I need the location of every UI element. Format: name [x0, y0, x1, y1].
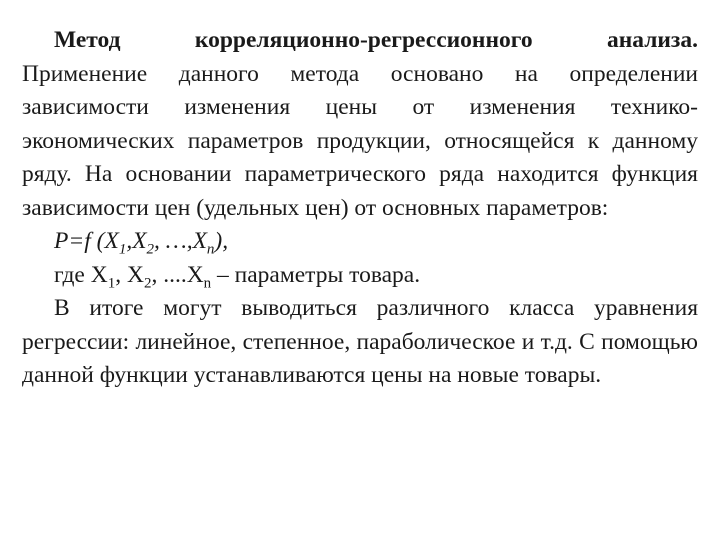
legend-part: где X: [54, 261, 108, 288]
formula-legend: [22, 259, 698, 293]
formula-subscript-n: n: [206, 241, 215, 258]
legend-subscript-n: n: [203, 275, 212, 292]
paragraph-regression-equations: [22, 292, 698, 393]
paragraph-method-description: [22, 24, 698, 225]
legend-part: – параметры товара.: [211, 261, 421, 288]
price-function-formula: [22, 225, 698, 259]
paragraph-body: Применение данного метода основано на определении зависимости изменения цены от изменения технико-экономических параметров продукции, относящейся к данному ряду. На основании параметрического ряда находится функция зависимости цен (удельных цен) от основных параметров:: [22, 60, 698, 221]
legend-part: , X: [115, 261, 144, 288]
legend-subscript-2: 2: [143, 275, 152, 292]
document-page: [22, 24, 698, 393]
formula-part: ),: [214, 228, 229, 254]
legend-subscript-1: 1: [107, 275, 116, 292]
formula-part: , …,X: [154, 228, 207, 254]
section-heading: Метод корреляционно-регрессионного анализа.: [54, 27, 698, 53]
formula-part: ,X: [126, 228, 147, 254]
formula-part: P=f (X: [54, 228, 119, 254]
legend-part: , ....X: [151, 261, 204, 288]
formula-subscript-2: 2: [146, 241, 155, 258]
paragraph-body: В итоге могут выводиться различного класса уравнения регрессии: линейное, степенное, параболическое и т.д. С помощью данной функции устанавливаются цены на новые товары.: [22, 295, 698, 388]
formula-subscript-1: 1: [118, 241, 127, 258]
